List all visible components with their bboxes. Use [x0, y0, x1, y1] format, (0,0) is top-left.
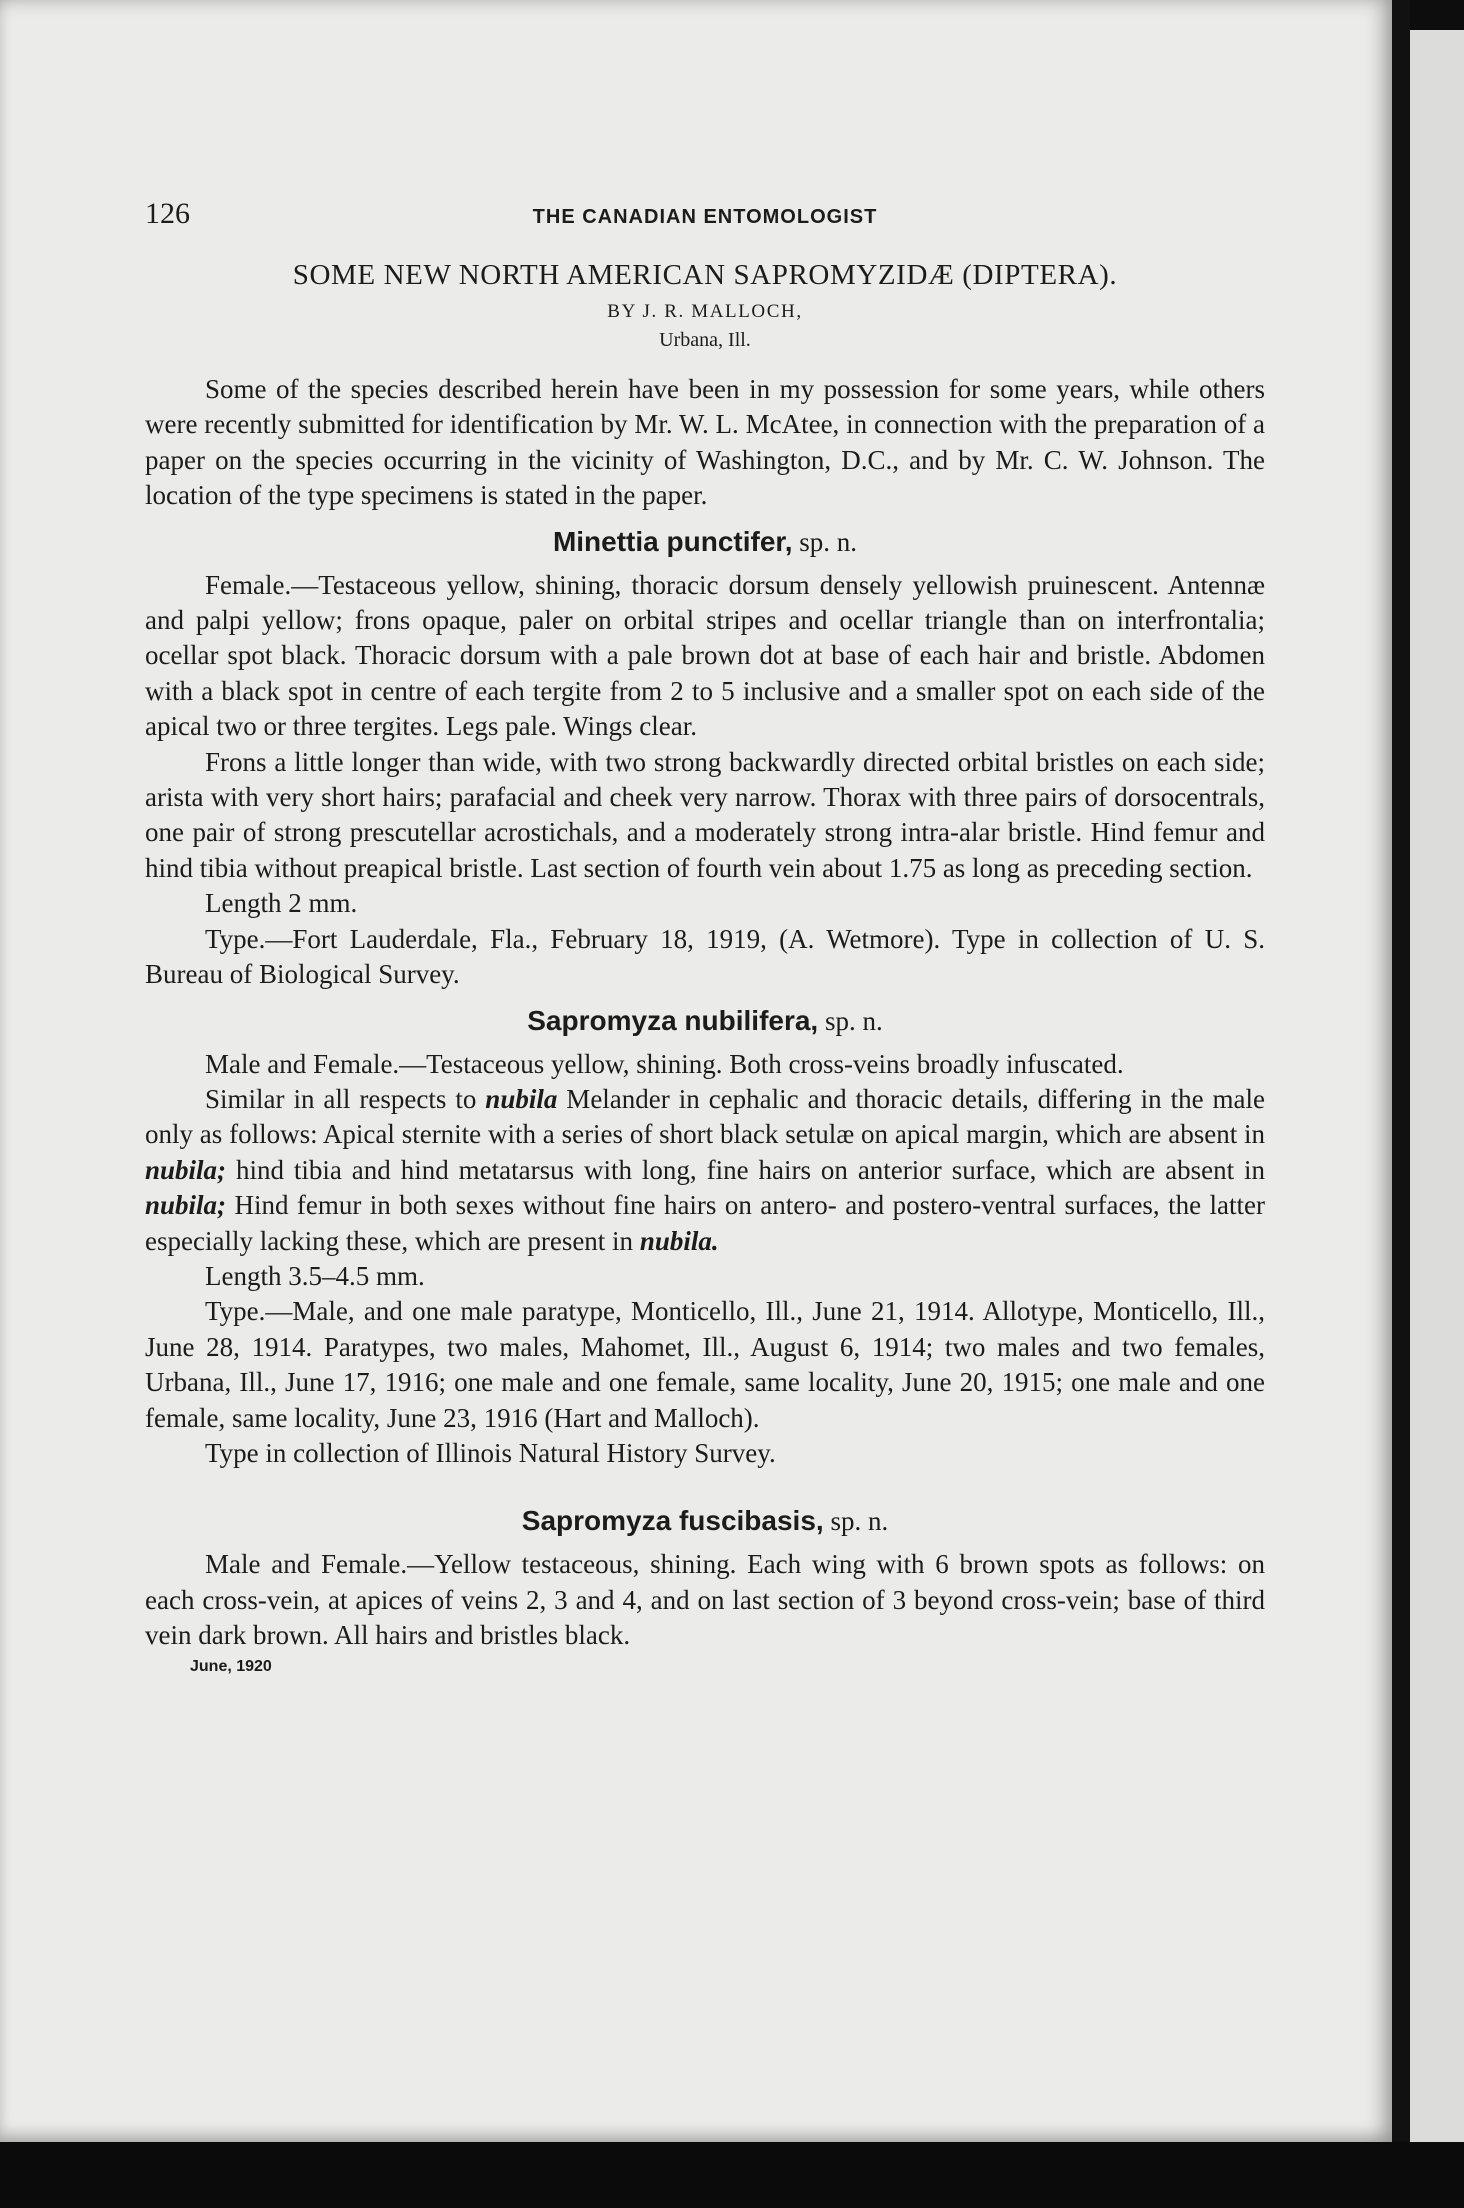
page-number: 126 — [145, 197, 190, 230]
issue-dateline: June, 1920 — [190, 1657, 272, 1675]
text-run: hind tibia and hind metatarsus with long, fine hairs on anterior surface, which are absent in — [226, 1154, 1265, 1185]
running-head — [145, 196, 1265, 236]
species-reference: nubila; — [145, 1154, 227, 1185]
species-reference: nubila. — [639, 1225, 719, 1256]
species-heading-1 — [145, 522, 1265, 562]
species-reference: nubila; — [145, 1190, 227, 1221]
adjacent-page-edge — [1410, 30, 1464, 2142]
comparison-paragraph — [145, 1082, 1265, 1259]
description-paragraph: Female.—Testaceous yellow, shining, thoracic dorsum densely yellowish pruinescent. Antennæ and palpi yellow; frons opaque, paler on orbital stripes and ocellar triangle than on interfrontalia; ocellar spot black. Thoracic dorsum with a pale brown dot at base of each hair and bristle. Abdomen with a black spot in centre of each tergite from 2 to 5 inclusive and a smaller spot on each side of the apical two or three tergites. Legs pale. Wings clear. — [145, 569, 1265, 742]
journal-name: THE CANADIAN ENTOMOLOGIST — [532, 206, 878, 228]
scan-bottom-border — [0, 2142, 1464, 2208]
article-title: SOME NEW NORTH AMERICAN SAPROMYZIDÆ (DIPTERA). — [292, 259, 1118, 291]
page-content — [145, 196, 1265, 1680]
species-name: Sapromyza nubilifera, — [527, 1004, 819, 1036]
length-line: Length 2 mm. — [205, 888, 358, 919]
description-paragraph: Male and Female.—Testaceous yellow, shining. Both cross-veins broadly infuscated. — [205, 1048, 1124, 1079]
collection-line: Type in collection of Illinois Natural History Survey. — [205, 1437, 776, 1468]
intro-paragraph: Some of the species described herein have been in my possession for some years, while others were recently submitted for identification by Mr. W. L. McAtee, in connection with the preparation of a paper on the species occurring in the vicinity of Washington, D.C., and by Mr. C. W. Johnson. The location of the type specimens is stated in the paper. — [145, 374, 1265, 511]
species-suffix: sp. n. — [792, 526, 858, 557]
species-name: Sapromyza fuscibasis, — [521, 1505, 824, 1537]
text-run: Hind femur in both sexes without fine hairs on antero- and postero-ventral surfaces, the latter especially lacking these, which are present in — [145, 1190, 1265, 1256]
text-run: Similar in all respects to — [205, 1083, 486, 1114]
description-paragraph: Male and Female.—Yellow testaceous, shining. Each wing with 6 brown spots as follows: on each cross-vein, at apices of veins 2, 3 and 4, and on last section of 3 beyond cross-vein; base of third vein dark brown. All hairs and bristles black. — [145, 1549, 1265, 1651]
length-line: Length 3.5–4.5 mm. — [205, 1260, 425, 1291]
species-suffix: sp. n. — [818, 1005, 883, 1036]
species-name: Minettia punctifer, — [552, 525, 793, 557]
type-paragraph: Type.—Male, and one male paratype, Monticello, Ill., June 21, 1914. Allotype, Monticello, Ill., June 28, 1914. Paratypes, two males, Mahomet, Ill., August 6, 1914; two males and two females, Urbana, Ill., June 17, 1916; one male and one female, same locality, June 20, 1915; one male and one female, same locality, June 23, 1916 (Hart and Malloch). — [145, 1296, 1265, 1433]
species-heading-2 — [145, 1001, 1265, 1041]
species-reference: nubila — [485, 1083, 558, 1114]
species-heading-3 — [145, 1501, 1265, 1541]
description-paragraph: Frons a little longer than wide, with two strong backwardly directed orbital bristles on each side; arista with very short hairs; parafacial and cheek very narrow. Thorax with three pairs of dorsocentrals, one pair of strong prescutellar acrostichals, and a moderately strong intra-alar bristle. Hind femur and hind tibia without preapical bristle. Last section of fourth vein about 1.75 as long as preceding section. — [145, 746, 1265, 883]
type-paragraph: Type.—Fort Lauderdale, Fla., February 18, 1919, (A. Wetmore). Type in collection of U. S. Bureau of Biological Survey. — [145, 923, 1265, 990]
author-byline: BY J. R. MALLOCH, — [607, 301, 803, 322]
binding-gutter — [1392, 0, 1410, 2208]
section-gap — [145, 1471, 1265, 1493]
author-location: Urbana, Ill. — [659, 329, 751, 351]
species-suffix: sp. n. — [823, 1506, 889, 1537]
text-run: Melander in cephalic and thoracic details, differing in the male only as follows: Apical sternite with a series of short black setulæ on apical margin, which are absent in — [145, 1083, 1266, 1150]
